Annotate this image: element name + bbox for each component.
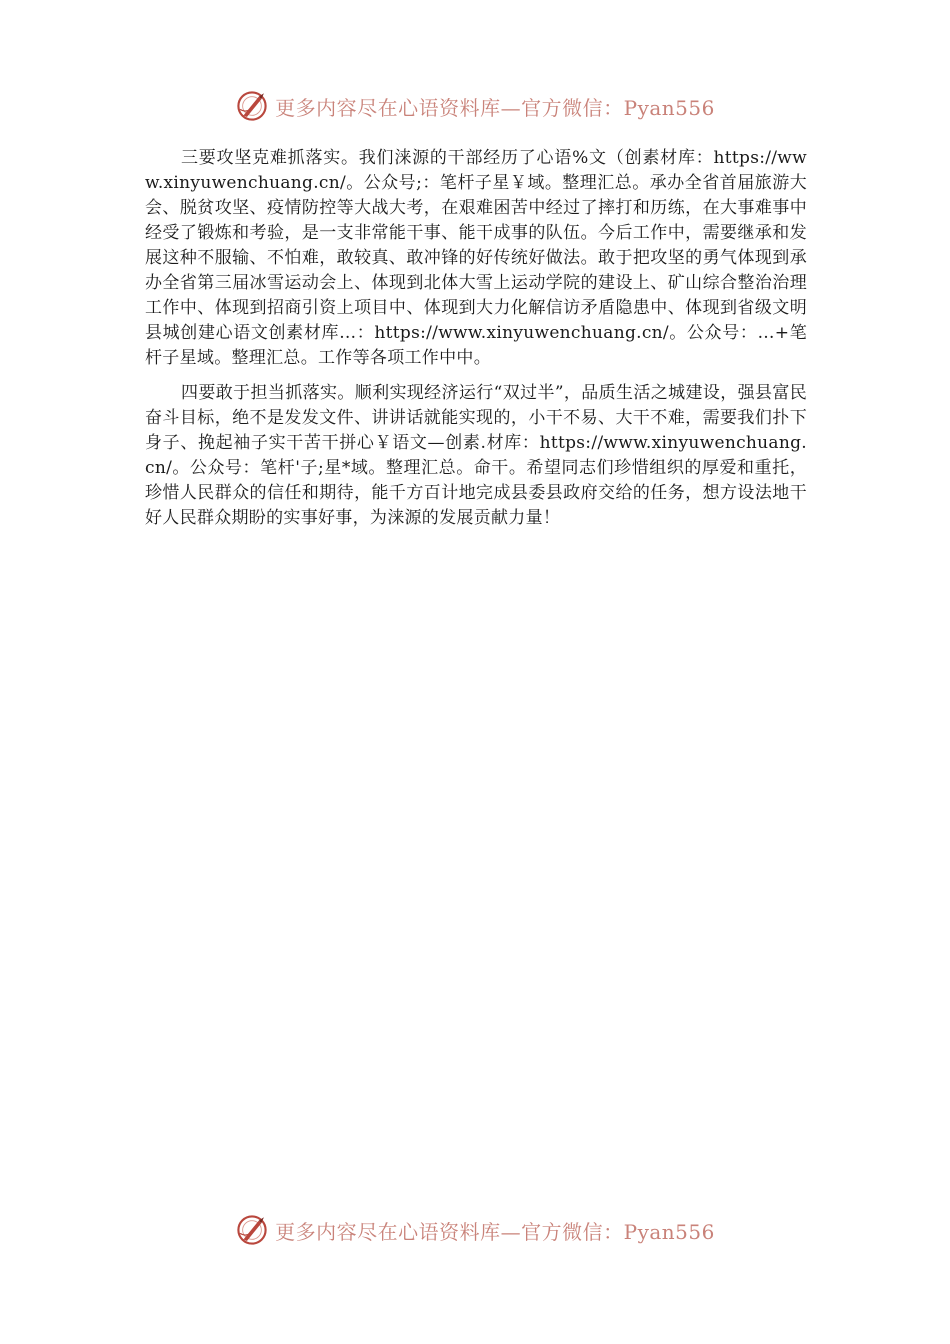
- header-banner-text: 更多内容尽在心语资料库—官方微信：Pyan556: [275, 95, 715, 120]
- header-banner: [0, 86, 950, 126]
- footer-banner-text: 更多内容尽在心语资料库—官方微信：Pyan556: [275, 1219, 715, 1244]
- footer-banner: [0, 1210, 950, 1250]
- quill-pen-logo-icon: [235, 89, 269, 123]
- document-body: [145, 146, 807, 541]
- paragraph-three: 三要攻坚克难抓落实。我们涞源的干部经历了心语%文（创素材库：https://www.xinyuwenchuang.cn/。公众号;：笔杆子星￥域。整理汇总。承办全省首届旅游大会、脱贫攻坚、疫情防控等大战大考，在艰难困苦中经过了摔打和历练，在大事难事中经受了锻炼和考验，是一支非常能干事、能干成事的队伍。今后工作中，需要继承和发展这种不服输、不怕难，敢较真、敢冲锋的好传统好做法。敢于把攻坚的勇气体现到承办全省第三届冰雪运动会上、体现到北体大雪上运动学院的建设上、矿山综合整治治理工作中、体现到招商引资上项目中、体现到大力化解信访矛盾隐患中、体现到省级文明县城创建心语文创素材库…：https://www.xinyuwenchuang.cn/。公众号：…+笔杆子星域。整理汇总。工作等各项工作中中。: [145, 148, 807, 368]
- paragraph-four: 四要敢于担当抓落实。顺利实现经济运行“双过半”，品质生活之城建设，强县富民奋斗目标，绝不是发发文件、讲讲话就能实现的，小干不易、大干不难，需要我们扑下身子、挽起袖子实干苦干拼心￥语文—创素.材库：https://www.xinyuwenchuang.cn/。公众号：笔杆'子;星*域。整理汇总。命干。希望同志们珍惜组织的厚爱和重托，珍惜人民群众的信任和期待，能千方百计地完成县委县政府交给的任务，想方设法地干好人民群众期盼的实事好事，为涞源的发展贡献力量！: [145, 383, 807, 528]
- quill-pen-logo-icon: [235, 1213, 269, 1247]
